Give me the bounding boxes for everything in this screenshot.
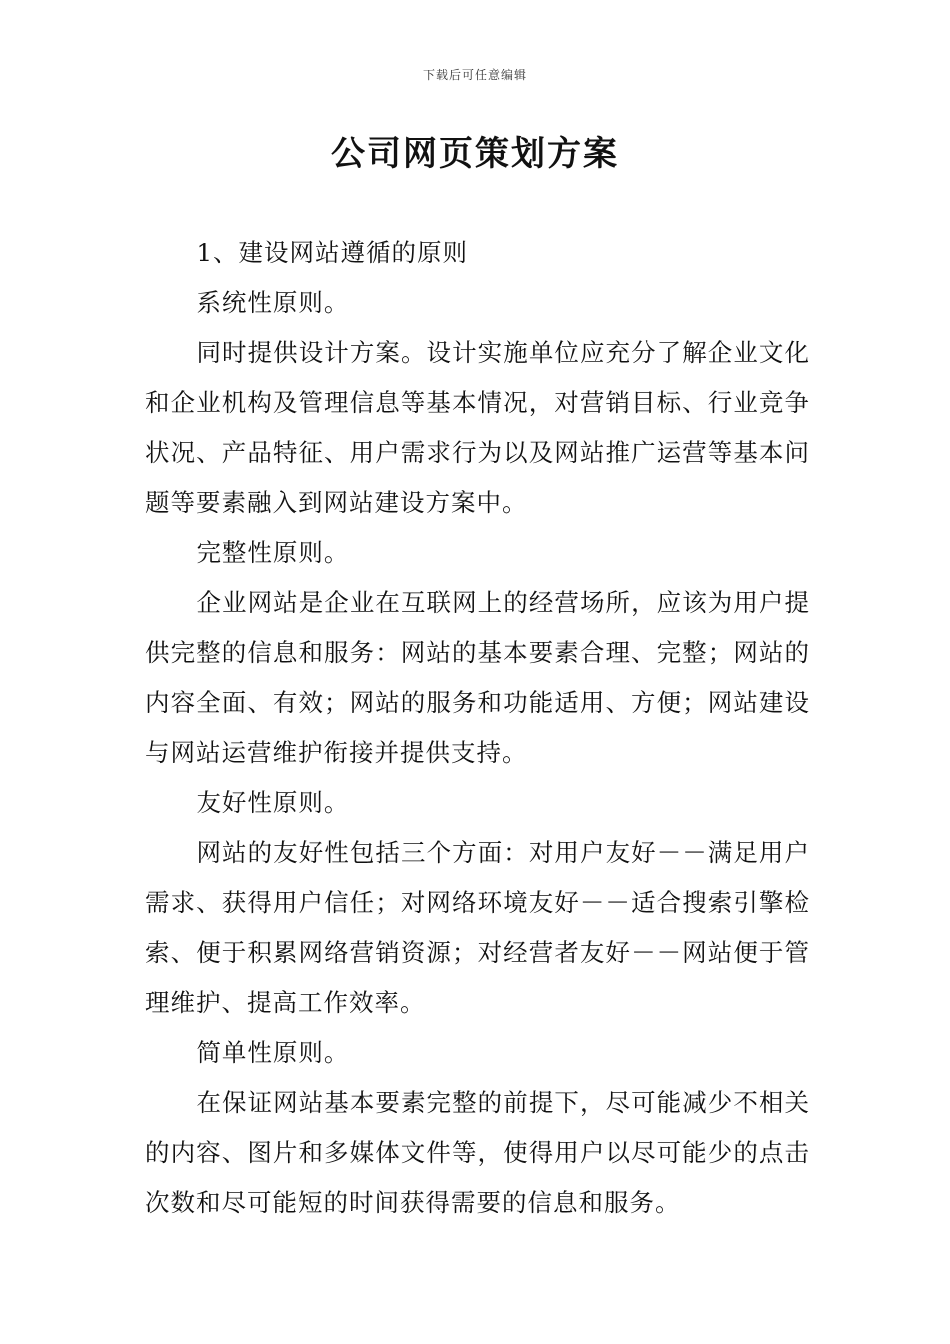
paragraph-friendliness: 网站的友好性包括三个方面：对用户友好－－满足用户需求、获得用户信任；对网络环境友好－－适合搜索引擎检索、便于积累网络营销资源；对经营者友好－－网站便于管理维护、提高工作效率。 xyxy=(145,838,810,1017)
principle-heading-friendliness: 友好性原则。 xyxy=(196,788,350,817)
principle-heading-simplicity: 简单性原则。 xyxy=(196,1038,350,1067)
principle-heading-completeness: 完整性原则。 xyxy=(196,538,350,567)
header-note: 下载后可任意编辑 xyxy=(422,68,527,82)
paragraph-systematic: 同时提供设计方案。设计实施单位应充分了解企业文化和企业机构及管理信息等基本情况，对营销目标、行业竞争状况、产品特征、用户需求行为以及网站推广运营等基本问题等要素融入到网站建设方案中。 xyxy=(145,338,810,517)
principle-heading-systematic: 系统性原则。 xyxy=(196,288,350,317)
document-title: 公司网页策划方案 xyxy=(331,134,619,174)
paragraph-simplicity: 在保证网站基本要素完整的前提下，尽可能减少不相关的内容、图片和多媒体文件等，使得用户以尽可能少的点击次数和尽可能短的时间获得需要的信息和服务。 xyxy=(145,1088,810,1217)
document-body xyxy=(145,228,810,1228)
paragraph-completeness: 企业网站是企业在互联网上的经营场所，应该为用户提供完整的信息和服务：网站的基本要素合理、完整；网站的内容全面、有效；网站的服务和功能适用、方便；网站建设与网站运营维护衔接并提供支持。 xyxy=(145,588,810,767)
section-heading: 1、建设网站遵循的原则 xyxy=(196,238,469,267)
